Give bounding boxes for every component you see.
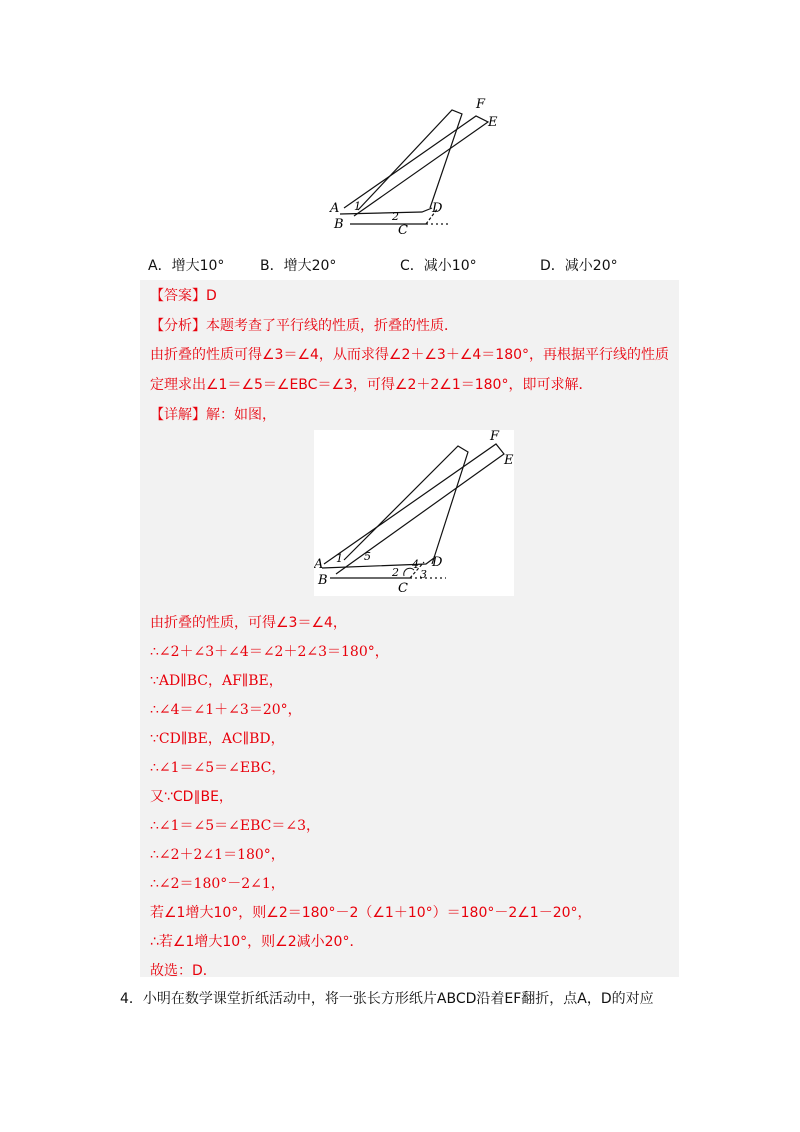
step-2: ∴∠2＋∠3＋∠4＝∠2＋2∠3＝180°， — [150, 644, 389, 660]
fig1-label-e: E — [488, 115, 498, 130]
fig2-label-f: F — [490, 430, 500, 444]
fig2-label-c: C — [398, 581, 408, 596]
fig1-label-f: F — [476, 97, 486, 112]
fig2-label-d: D — [432, 555, 443, 570]
fig1-label-c: C — [398, 223, 408, 234]
fig1-angle-2: 2 — [392, 210, 399, 223]
step-5: ∵CD∥BE，AC∥BD， — [150, 731, 285, 747]
step-12: ∴若∠1增大10°，则∠2减小20°． — [150, 934, 364, 950]
question-4: 4．小明在数学课堂折纸活动中，将一张长方形纸片ABCD沿着EF翻折，点A，D的对应 — [120, 991, 654, 1007]
analysis-line-3: 定理求出∠1＝∠5＝∠EBC＝∠3，可得∠2＋2∠1＝180°，即可求解． — [150, 377, 593, 393]
option-d[interactable]: D．减小20° — [540, 258, 618, 274]
answer-options — [148, 255, 668, 275]
step-7: 又∵CD∥BE， — [150, 789, 233, 805]
step-6: ∴∠1＝∠5＝∠EBC， — [150, 760, 286, 776]
fig1-label-b: B — [334, 217, 344, 232]
option-b[interactable]: B．增大20° — [260, 258, 337, 274]
answer-line: 【答案】D — [150, 288, 217, 304]
fig2-angle-5: 5 — [364, 550, 371, 563]
fig2-angle-1: 1 — [336, 552, 343, 565]
fig1-angle-1: 1 — [354, 200, 361, 213]
option-c[interactable]: C．减小10° — [400, 258, 477, 274]
step-1: 由折叠的性质，可得∠3＝∠4， — [150, 615, 347, 631]
folding-figure-2 — [314, 430, 514, 596]
fig2-angle-3: 3 — [420, 568, 427, 581]
fig1-label-d: D — [432, 201, 443, 216]
folding-figure-1 — [326, 92, 506, 234]
step-3: ∵AD∥BC，AF∥BE， — [150, 673, 283, 689]
option-a[interactable]: A．增大10° — [148, 258, 225, 274]
analysis-line-1: 【分析】本题考查了平行线的性质，折叠的性质． — [150, 318, 458, 334]
analysis-line-2: 由折叠的性质可得∠3＝∠4，从而求得∠2＋∠3＋∠4＝180°，再根据平行线的性质 — [150, 347, 670, 363]
step-10: ∴∠2＝180°－2∠1， — [150, 876, 285, 892]
fig2-label-a: A — [314, 557, 324, 572]
fig2-angle-4: 4 — [412, 558, 419, 571]
step-4: ∴∠4＝∠1＋∠3＝20°， — [150, 702, 302, 718]
step-8: ∴∠1＝∠5＝∠EBC＝∠3， — [150, 818, 321, 834]
fig2-label-b: B — [318, 573, 328, 588]
step-11: 若∠1增大10°，则∠2＝180°－2（∠1＋10°）＝180°－2∠1－20°， — [150, 905, 592, 921]
fig2-angle-2: 2 — [392, 566, 399, 579]
fig1-label-a: A — [330, 201, 340, 216]
step-9: ∴∠2＋2∠1＝180°， — [150, 847, 285, 863]
detail-title: 【详解】解：如图， — [150, 407, 276, 423]
fig2-label-e: E — [504, 453, 514, 468]
step-13: 故选：D． — [150, 963, 217, 979]
